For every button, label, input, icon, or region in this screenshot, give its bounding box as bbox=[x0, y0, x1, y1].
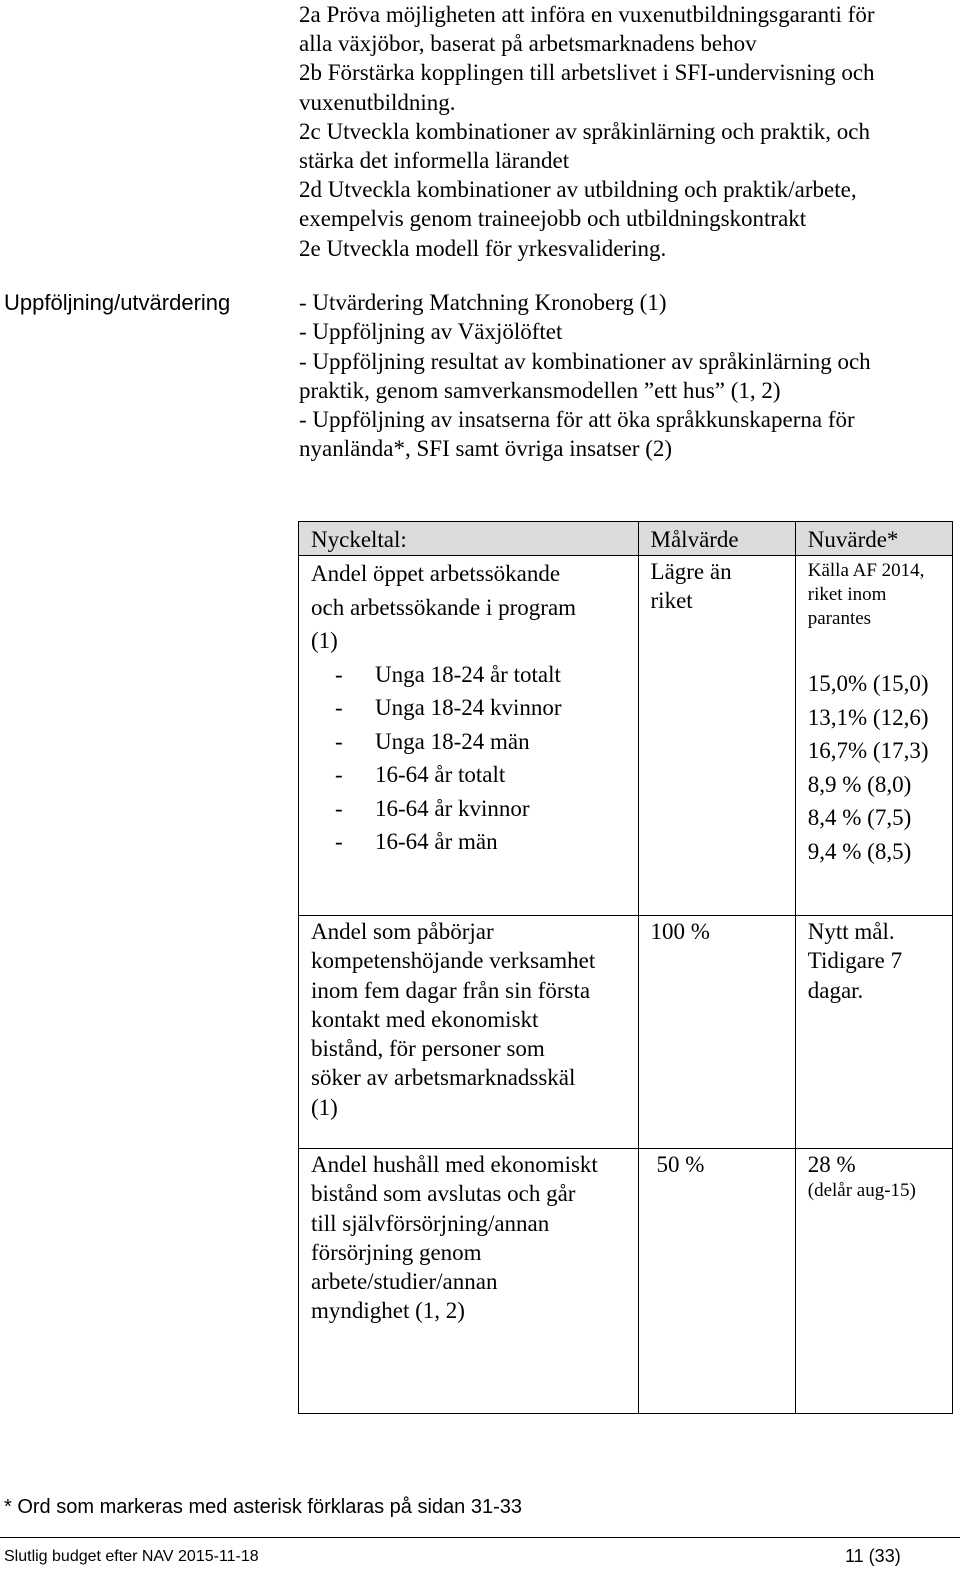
list-item-label: Unga 18-24 kvinnor bbox=[375, 695, 562, 720]
current-value: 8,4 % (7,5) bbox=[807, 805, 912, 830]
list-item: - 16-64 år totalt bbox=[335, 762, 506, 787]
followup-line: - Utvärdering Matchning Kronoberg (1) bbox=[299, 290, 667, 315]
indicator-label: Andel hushåll med ekonomiskt bbox=[311, 1152, 598, 1177]
target-cell bbox=[638, 916, 795, 1149]
target-value: riket bbox=[650, 588, 693, 614]
header-cell-nyckeltal bbox=[299, 522, 639, 556]
followup-line: nyanlända*, SFI samt övriga insatser (2) bbox=[299, 436, 673, 462]
goal-line: 2c Utveckla kombinationer av språkinlärning och praktik, och bbox=[299, 118, 870, 144]
goal-line: alla växjöbor, baserat på arbetsmarknadens behov bbox=[299, 31, 757, 57]
footer-page-number: 11 (33) bbox=[845, 1546, 901, 1566]
indicator-label: söker av arbetsmarknadsskäl bbox=[311, 1065, 576, 1091]
current-value: 13,1% (12,6) bbox=[807, 704, 929, 730]
list-item-label: Unga 18-24 år totalt bbox=[375, 661, 561, 687]
source-note: parantes bbox=[807, 608, 872, 629]
current-value: 8,9 % (8,0) bbox=[807, 771, 912, 797]
indicator-label: myndighet (1, 2) bbox=[311, 1298, 465, 1324]
footer-document-title: Slutlig budget efter NAV 2015-11-18 bbox=[4, 1548, 259, 1565]
list-item: - 16-64 år kvinnor bbox=[335, 795, 530, 821]
list-item-label: Unga 18-24 män bbox=[375, 728, 530, 754]
list-item-label: 16-64 år totalt bbox=[375, 762, 506, 787]
table-header-row bbox=[299, 522, 953, 556]
followup-line: - Uppföljning av insatserna för att öka språkkunskaperna för bbox=[299, 407, 855, 433]
indicator-cell bbox=[299, 1149, 639, 1414]
goals-list bbox=[299, 0, 949, 263]
target-value: 50 % bbox=[656, 1152, 705, 1177]
current-value: Nytt mål. bbox=[807, 919, 895, 944]
current-cell bbox=[795, 556, 952, 916]
footer-divider bbox=[0, 1537, 960, 1538]
current-value: 15,0% (15,0) bbox=[807, 671, 929, 696]
list-item-label: 16-64 år män bbox=[375, 829, 498, 854]
followup-line: - Uppföljning resultat av kombinationer av språkinlärning och bbox=[299, 348, 871, 374]
current-cell bbox=[795, 916, 952, 1149]
indicator-label: försörjning genom bbox=[311, 1239, 482, 1265]
current-value: 9,4 % (8,5) bbox=[807, 838, 912, 864]
followup-line: praktik, genom samverkansmodellen ”ett hus” (1, 2) bbox=[299, 377, 781, 403]
current-value: 28 % bbox=[807, 1152, 856, 1177]
source-note: riket inom bbox=[807, 584, 887, 605]
goal-line: vuxenutbildning. bbox=[299, 89, 456, 115]
indicator-label: arbete/studier/annan bbox=[311, 1269, 498, 1295]
current-cell bbox=[795, 1149, 952, 1414]
target-value: 100 % bbox=[650, 919, 710, 944]
indicator-label: inom fem dagar från sin första bbox=[311, 977, 591, 1003]
table-row bbox=[299, 1149, 953, 1414]
table-row bbox=[299, 916, 953, 1149]
followup-line: - Uppföljning av Växjölöftet bbox=[299, 319, 563, 345]
list-item: - Unga 18-24 år totalt bbox=[335, 661, 561, 687]
header-label: Nuvärde* bbox=[807, 527, 899, 552]
current-note: (delår aug-15) bbox=[807, 1180, 916, 1202]
current-value: Tidigare 7 bbox=[807, 948, 903, 974]
indicator-label: bistånd, för personer som bbox=[311, 1036, 545, 1062]
goal-line: 2e Utveckla modell för yrkesvalidering. bbox=[299, 235, 667, 261]
followup-label: Uppföljning/utvärdering bbox=[4, 290, 231, 315]
indicator-label: kompetenshöjande verksamhet bbox=[311, 948, 596, 974]
goal-line: 2d Utveckla kombinationer av utbildning och praktik/arbete, bbox=[299, 177, 857, 203]
target-value: Lägre än bbox=[650, 559, 732, 584]
list-item: - 16-64 år män bbox=[335, 829, 498, 854]
goal-line: exempelvis genom traineejobb och utbildningskontrakt bbox=[299, 206, 807, 232]
indicator-sublist bbox=[299, 658, 638, 859]
goal-line: 2a Pröva möjligheten att införa en vuxenutbildningsgaranti för bbox=[299, 2, 875, 27]
target-cell bbox=[638, 1149, 795, 1414]
indicator-cell bbox=[299, 916, 639, 1149]
header-cell-nuvarde bbox=[795, 522, 952, 556]
header-label: Målvärde bbox=[650, 527, 739, 552]
indicator-label: (1) bbox=[311, 628, 338, 653]
goal-line: stärka det informella lärandet bbox=[299, 148, 570, 174]
indicator-label: och arbetssökande i program bbox=[311, 594, 577, 620]
target-cell bbox=[638, 556, 795, 916]
header-cell-malvarde bbox=[638, 522, 795, 556]
indicator-label: kontakt med ekonomiskt bbox=[311, 1006, 539, 1032]
indicator-label: till självförsörjning/annan bbox=[311, 1210, 550, 1236]
current-value: 16,7% (17,3) bbox=[807, 738, 929, 763]
key-figures-table bbox=[298, 521, 953, 1414]
indicator-cell bbox=[299, 556, 639, 916]
source-note: Källa AF 2014, bbox=[807, 560, 925, 581]
list-item-label: 16-64 år kvinnor bbox=[375, 795, 530, 821]
indicator-label: Andel som påbörjar bbox=[311, 919, 494, 944]
list-item: - Unga 18-24 kvinnor bbox=[335, 695, 562, 720]
footnote: * Ord som markeras med asterisk förklaras på sidan 31-33 bbox=[4, 1496, 522, 1518]
indicator-label: Andel öppet arbetssökande bbox=[311, 561, 561, 586]
indicator-label: (1) bbox=[311, 1094, 338, 1120]
table-row bbox=[299, 556, 953, 916]
followup-list bbox=[299, 288, 949, 464]
header-label: Nyckeltal: bbox=[311, 527, 407, 552]
current-value: dagar. bbox=[807, 977, 864, 1003]
indicator-label: bistånd som avslutas och går bbox=[311, 1181, 576, 1207]
goal-line: 2b Förstärka kopplingen till arbetslivet i SFI-undervisning och bbox=[299, 60, 875, 86]
list-item: - Unga 18-24 män bbox=[335, 728, 530, 754]
